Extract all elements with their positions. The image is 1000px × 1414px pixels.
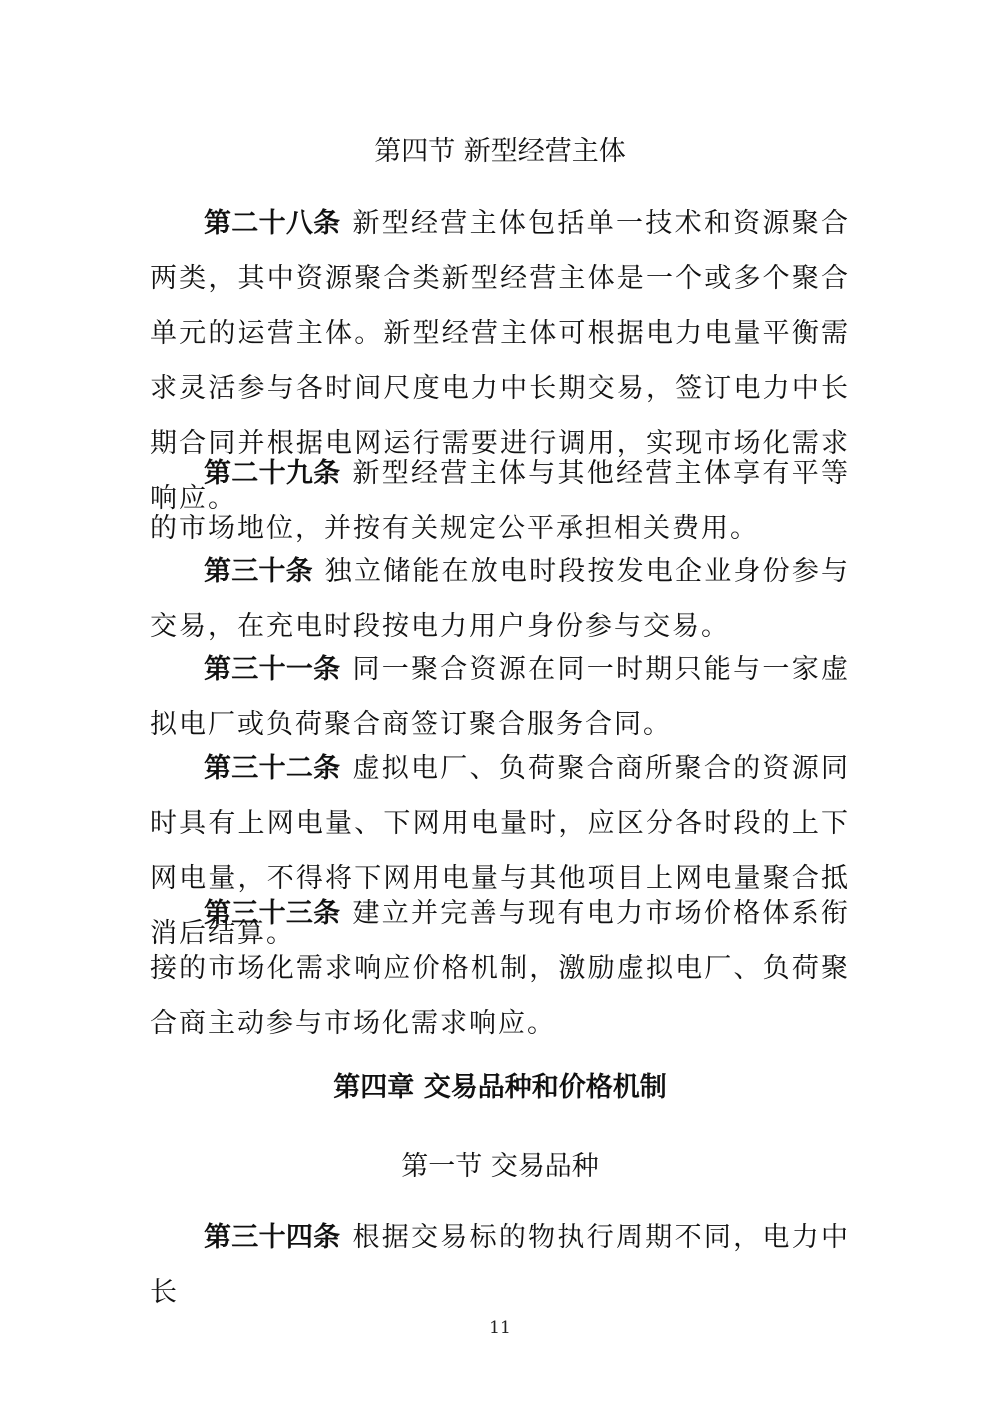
article-31	[150, 642, 850, 752]
article-number: 第三十条	[204, 556, 313, 587]
article-29	[150, 446, 850, 556]
article-text: 虚拟电厂、负荷聚合商所聚合的资源同时具有上网电量、下网用电量时，应区分各时段的上下网电量，不得将下网用电量与其他项目上网电量聚合抵消后结算。	[150, 753, 851, 949]
article-text: 建立并完善与现有电力市场价格体系衔接的市场化需求响应价格机制，激励虚拟电厂、负荷聚合商主动参与市场化需求响应。	[150, 898, 851, 1039]
article-text: 新型经营主体包括单一技术和资源聚合两类，其中资源聚合类新型经营主体是一个或多个聚合单元的运营主体。新型经营主体可根据电力电量平衡需求灵活参与各时间尺度电力中长期交易，签订电力中长期合同并根据电网运行需要进行调用，实现市场化需求响应。	[150, 208, 851, 514]
article-33	[150, 886, 850, 1051]
article-30	[150, 544, 850, 654]
page-number: 11	[489, 1318, 511, 1338]
article-number: 第三十三条	[204, 898, 341, 929]
article-text: 同一聚合资源在同一时期只能与一家虚拟电厂或负荷聚合商签订聚合服务合同。	[150, 654, 851, 740]
article-number: 第三十四条	[204, 1222, 341, 1253]
article-text: 根据交易标的物执行周期不同，电力中长	[150, 1222, 851, 1308]
article-34	[150, 1210, 850, 1320]
chapter-heading-trading-varieties: 第四章 交易品种和价格机制	[333, 1072, 667, 1103]
article-number: 第二十八条	[204, 208, 341, 239]
article-number: 第三十二条	[204, 753, 341, 784]
section-heading-trading-varieties: 第一节 交易品种	[401, 1151, 599, 1182]
article-text: 独立储能在放电时段按发电企业身份参与交易，在充电时段按电力用户身份参与交易。	[150, 556, 851, 642]
article-text: 新型经营主体与其他经营主体享有平等的市场地位，并按有关规定公平承担相关费用。	[150, 458, 851, 544]
article-number: 第二十九条	[204, 458, 341, 489]
section-heading-new-entities: 第四节 新型经营主体	[374, 136, 626, 167]
article-number: 第三十一条	[204, 654, 341, 685]
